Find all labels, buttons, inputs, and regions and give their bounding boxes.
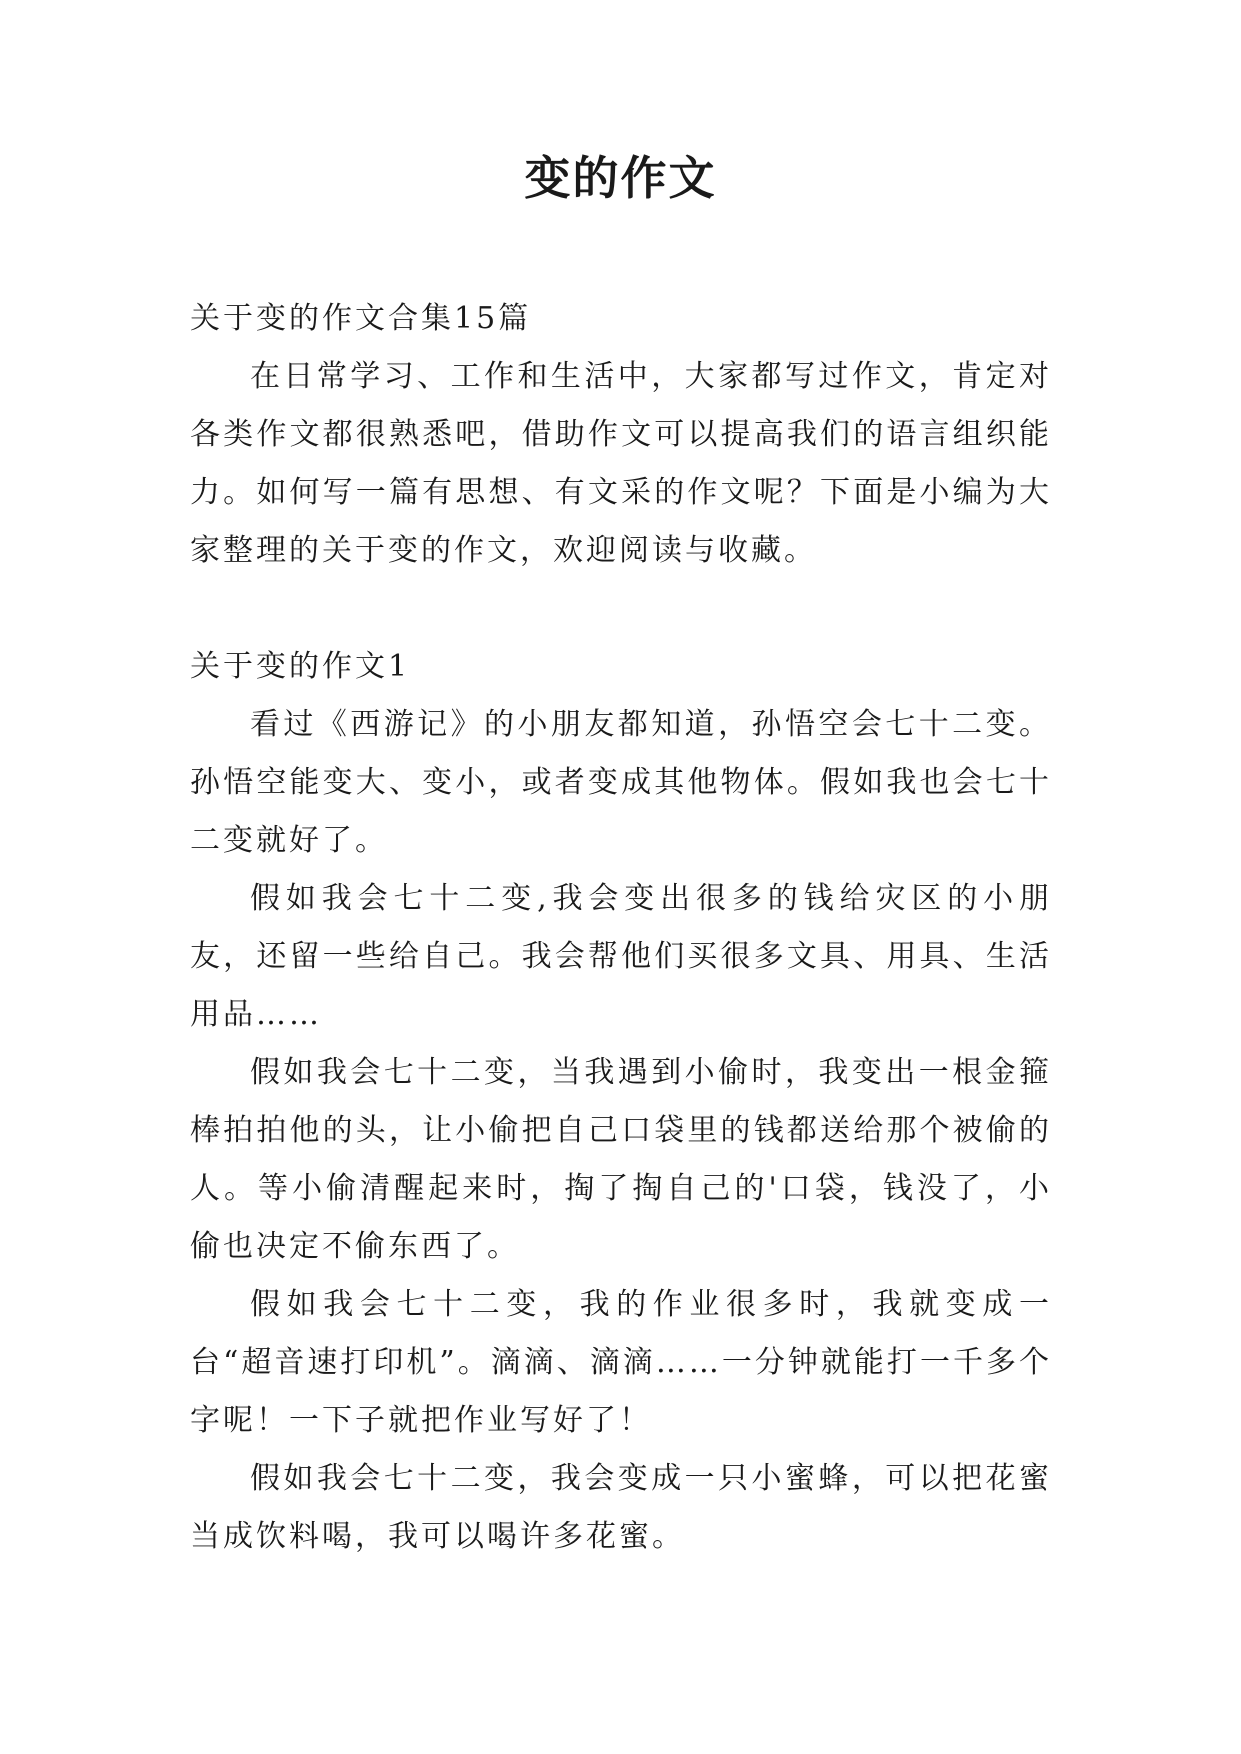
intro-paragraph: 在日常学习、工作和生活中，大家都写过作文，肯定对各类作文都很熟悉吧，借助作文可以提高我们的语言组织能力。如何写一篇有思想、有文采的作文呢？下面是小编为大家整理的关于变的作文，欢迎阅读与收藏。 [190,359,1052,568]
essay-paragraph: 假如我会七十二变，当我遇到小偷时，我变出一根金箍棒拍拍他的头，让小偷把自己口袋里的钱都送给那个被偷的人。等小偷清醒起来时，掏了掏自己的'口袋，钱没了，小偷也决定不偷东西了。 [190,1055,1052,1264]
essay-paragraph: 假如我会七十二变，我会变成一只小蜜蜂，可以把花蜜当成饮料喝，我可以喝许多花蜜。 [190,1461,1052,1554]
intro-heading: 关于变的作文合集15篇 [190,301,532,336]
document-body [190,290,1052,1566]
essay-paragraph: 假如我会七十二变,我会变出很多的钱给灾区的小朋友，还留一些给自己。我会帮他们买很多文具、用具、生活用品…… [190,881,1052,1032]
essay-heading: 关于变的作文1 [190,649,411,684]
essay-paragraph: 看过《西游记》的小朋友都知道，孙悟空会七十二变。孙悟空能变大、变小，或者变成其他物体。假如我也会七十二变就好了。 [190,707,1052,858]
essay-paragraph: 假如我会七十二变，我的作业很多时，我就变成一台“超音速打印机”。滴滴、滴滴……一分钟就能打一千多个字呢！一下子就把作业写好了！ [190,1287,1052,1438]
document-title: 变的作文 [524,151,717,205]
section-spacer [190,580,1052,638]
